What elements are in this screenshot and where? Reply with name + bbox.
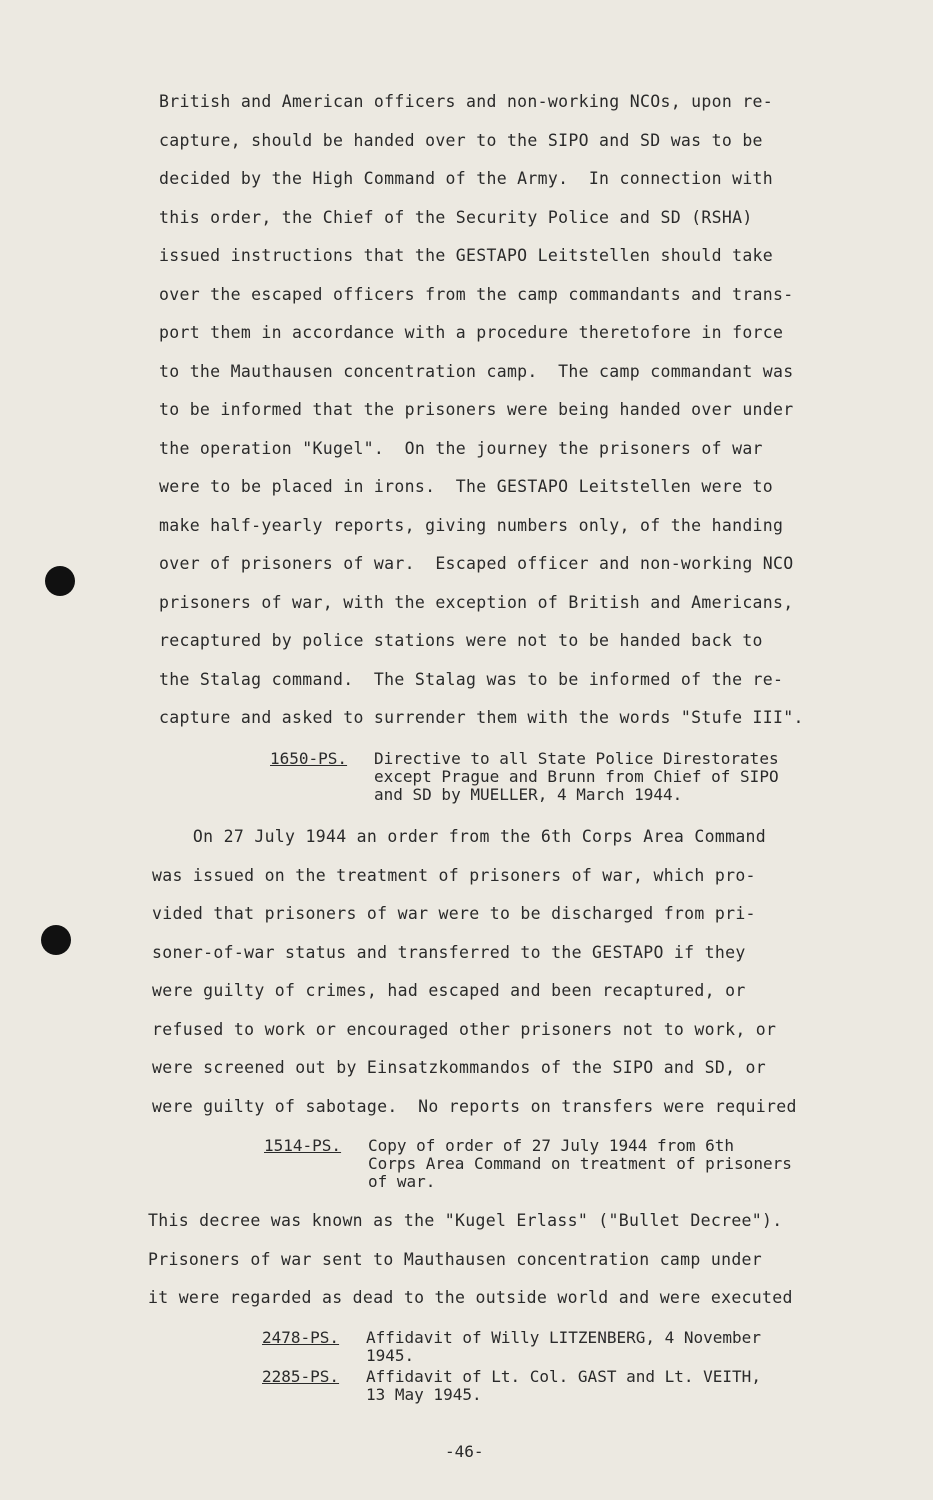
citation-ref: 2285-PS. [262, 1367, 340, 1386]
text-line: were screened out by Einsatzkommandos of the SIPO and SD, or [152, 1058, 767, 1077]
punch-hole [45, 566, 75, 596]
text-line: over the escaped officers from the camp commandants and trans- [159, 284, 794, 304]
text-line: refused to work or encouraged other prisoners not to work, or [152, 1019, 777, 1039]
citation-text [366, 1368, 761, 1404]
text-line: issued instructions that the GESTAPO Leitstellen should take [159, 246, 774, 265]
text-line: Directive to all State Police Direstorates [374, 749, 779, 768]
text-line: over of prisoners of war. Escaped officer and non-working NCO [159, 554, 794, 573]
text-line: were guilty of crimes, had escaped and been recaptured, or [152, 981, 746, 1000]
punch-hole [41, 925, 71, 955]
text-line: decided by the High Command of the Army. In connection with [159, 169, 774, 188]
citation-text [374, 750, 779, 804]
text-line: make half-yearly reports, giving numbers only, of the handing [159, 515, 784, 535]
text-line: to be informed that the prisoners were being handed over under [159, 400, 794, 419]
text-line: Copy of order of 27 July 1944 from 6th [368, 1136, 735, 1155]
text-line: vided that prisoners of war were to be discharged from pri- [152, 904, 756, 923]
text-line: port them in accordance with a procedure theretofore in force [159, 323, 784, 342]
text-line: were to be placed in irons. The GESTAPO Leitstellen were to [159, 477, 774, 496]
text-line: except Prague and Brunn from Chief of SIPO [374, 767, 779, 786]
text-line: 13 May 1945. [366, 1385, 482, 1404]
text-line: Affidavit of Willy LITZENBERG, 4 November [366, 1328, 761, 1347]
citation-text [368, 1137, 792, 1191]
text-line: it were regarded as dead to the outside world and were executed [148, 1288, 793, 1307]
text-line: prisoners of war, with the exception of British and Americans, [159, 592, 794, 612]
paragraph-kugel-order [159, 83, 804, 738]
paragraph-corps-order [152, 818, 797, 1126]
citation-text [366, 1329, 761, 1365]
text-line: 1945. [366, 1346, 415, 1365]
text-line: and SD by MUELLER, 4 March 1944. [374, 785, 683, 804]
paragraph-bullet-decree [148, 1202, 793, 1318]
text-line: capture, should be handed over to the SIPO and SD was to be [159, 130, 763, 150]
text-line: On 27 July 1944 an order from the 6th Corps Area Command [152, 827, 767, 846]
text-line: the operation "Kugel". On the journey the prisoners of war [159, 438, 763, 458]
page-number: -46- [445, 1442, 484, 1461]
text-line: to the Mauthausen concentration camp. The camp commandant was [159, 361, 794, 381]
text-line: of war. [368, 1172, 436, 1191]
citation-ref: 1514-PS. [264, 1136, 342, 1155]
text-line: capture and asked to surrender them with the words "Stufe III". [159, 708, 804, 727]
text-line: Corps Area Command on treatment of prisoners [368, 1154, 792, 1173]
text-line: were guilty of sabotage. No reports on transfers were required [152, 1096, 797, 1116]
text-line: This decree was known as the "Kugel Erlass" ("Bullet Decree"). [148, 1211, 783, 1230]
text-line: Prisoners of war sent to Mauthausen concentration camp under [148, 1249, 763, 1269]
text-line: soner-of-war status and transferred to the GESTAPO if they [152, 942, 746, 962]
text-line: this order, the Chief of the Security Police and SD (RSHA) [159, 207, 753, 227]
text-line: British and American officers and non-working NCOs, upon re- [159, 92, 774, 111]
text-line: the Stalag command. The Stalag was to be informed of the re- [159, 669, 784, 689]
text-line: Affidavit of Lt. Col. GAST and Lt. VEITH, [366, 1367, 761, 1386]
citation-ref: 1650-PS. [270, 749, 348, 768]
text-line: recaptured by police stations were not to be handed back to [159, 631, 763, 650]
text-line: was issued on the treatment of prisoners of war, which pro- [152, 865, 756, 885]
citation-ref: 2478-PS. [262, 1328, 340, 1347]
